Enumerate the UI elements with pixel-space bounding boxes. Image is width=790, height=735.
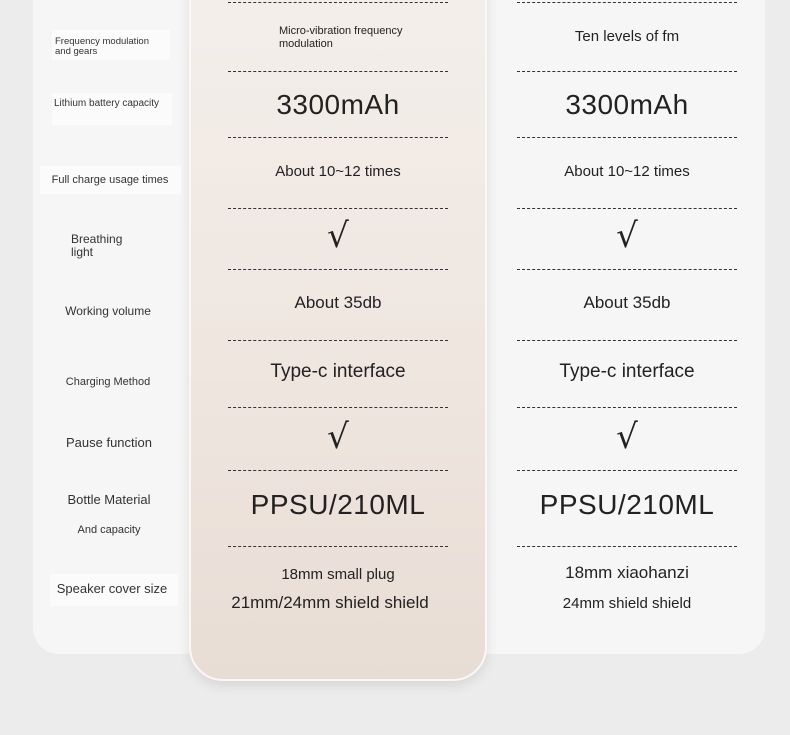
row-divider: [517, 546, 737, 547]
row-divider: [517, 470, 737, 471]
row-divider: [228, 407, 448, 408]
row-label-battery: Lithium battery capacity: [54, 98, 160, 109]
product-a-charge-times: About 10~12 times: [275, 163, 401, 180]
product-a-speaker-line2: 21mm/24mm shield shield: [231, 593, 429, 612]
product-a-pause-check: √: [327, 417, 349, 457]
row-divider: [228, 71, 448, 72]
row-label-breathing-light: Breathing light: [71, 232, 123, 260]
product-b-bottle: PPSU/210ML: [539, 489, 715, 520]
row-label-speaker-cover: Speaker cover size: [56, 581, 168, 596]
row-label-charge-times: Full charge usage times: [51, 174, 169, 186]
row-divider: [228, 269, 448, 270]
row-divider: [517, 71, 737, 72]
row-label-pause-function: Pause function: [65, 435, 152, 450]
product-a-charging: Type-c interface: [270, 361, 406, 382]
row-label-bottle-material: Bottle Material: [67, 492, 151, 507]
product-b-breathing-check: √: [616, 216, 638, 256]
row-divider: [517, 407, 737, 408]
product-a-volume: About 35db: [294, 293, 382, 312]
product-a-frequency: Micro-vibration frequency modulation: [279, 25, 403, 50]
row-divider: [228, 470, 448, 471]
product-b-frequency: Ten levels of fm: [574, 28, 680, 45]
row-divider: [517, 137, 737, 138]
row-divider: [228, 2, 448, 3]
product-a-battery: 3300mAh: [276, 89, 400, 120]
row-divider: [517, 208, 737, 209]
row-label-charging-method: Charging Method: [65, 376, 151, 388]
row-label-working-volume: Working volume: [65, 304, 151, 318]
product-b-battery: 3300mAh: [565, 89, 689, 120]
product-a-speaker-line1: 18mm small plug: [281, 566, 395, 583]
row-divider: [228, 137, 448, 138]
row-label-bottle-capacity: And capacity: [77, 524, 141, 536]
row-divider: [517, 269, 737, 270]
row-label-frequency: Frequency modulation and gears: [55, 36, 149, 58]
product-b-charge-times: About 10~12 times: [564, 163, 690, 180]
row-divider: [517, 340, 737, 341]
product-a-bottle: PPSU/210ML: [250, 489, 426, 520]
row-divider: [228, 208, 448, 209]
product-a-breathing-check: √: [327, 216, 349, 256]
row-divider: [228, 546, 448, 547]
product-b-volume: About 35db: [583, 293, 671, 312]
product-b-charging: Type-c interface: [559, 361, 695, 382]
product-b-pause-check: √: [616, 417, 638, 457]
product-b-speaker-line1: 18mm xiaohanzi: [565, 563, 689, 582]
product-b-speaker-line2: 24mm shield shield: [562, 595, 692, 612]
row-divider: [517, 2, 737, 3]
row-divider: [228, 340, 448, 341]
